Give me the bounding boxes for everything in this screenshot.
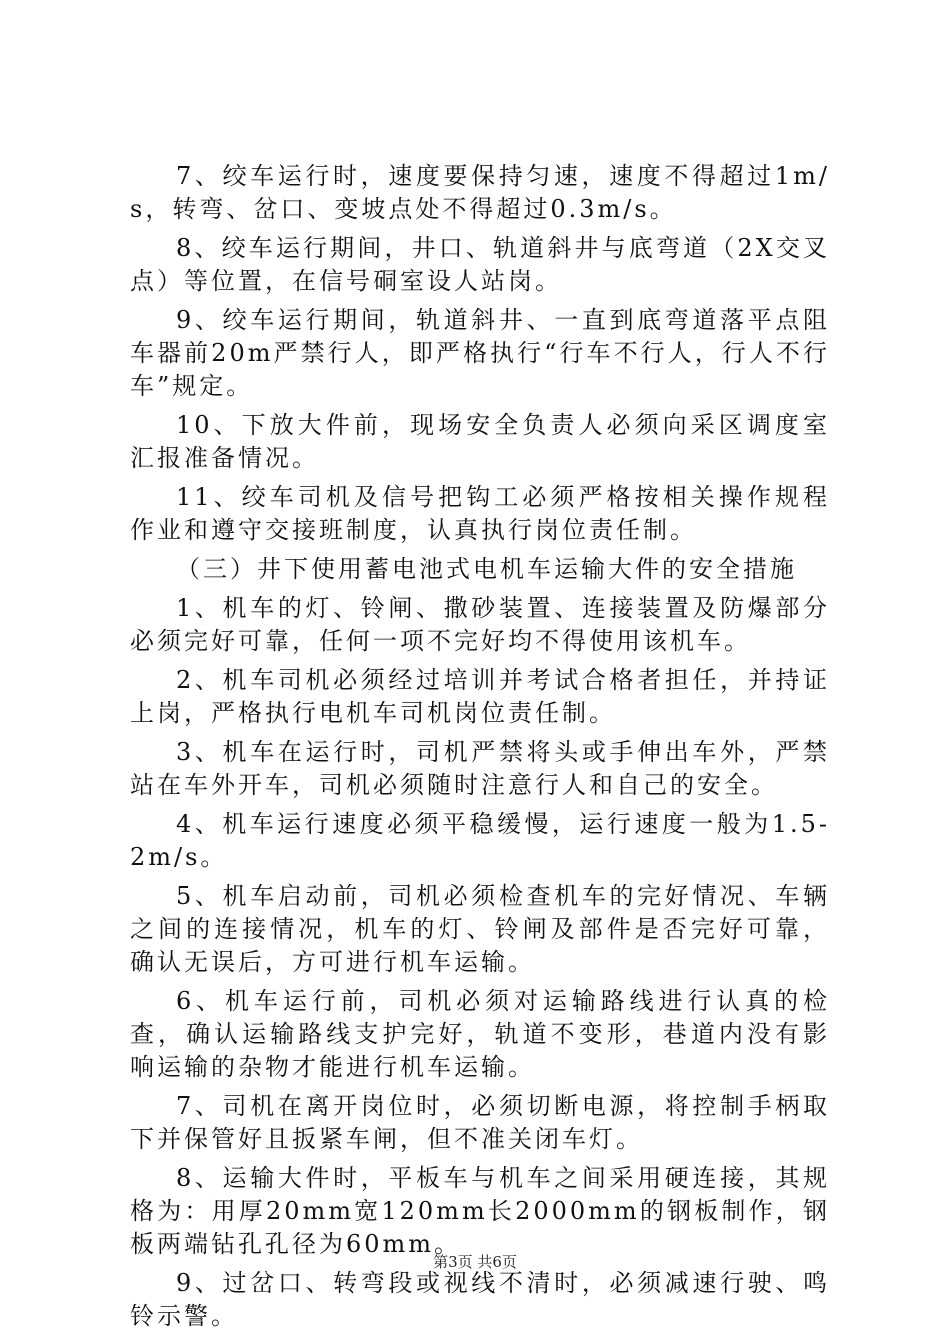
paragraph-7-winch-speed: 7、绞车运行时，速度要保持匀速，速度不得超过1m/s，转弯、岔口、变坡点处不得超过0.3m/s。 — [130, 162, 830, 223]
paragraph-8-hard-connection: 8、运输大件时，平板车与机车之间采用硬连接，其规格为：用厚20mm宽120mm长2000mm的钢板制作，钢板两端钻孔孔径为60mm。 — [130, 1164, 830, 1258]
paragraph-6-route-check: 6、机车运行前，司机必须对运输路线进行认真的检查，确认运输路线支护完好，轨道不变形，巷道内没有影响运输的杂物才能进行机车运输。 — [130, 987, 830, 1081]
paragraph-8-winch-guard: 8、绞车运行期间，井口、轨道斜井与底弯道（2X交叉点）等位置，在信号硐室设人站岗。 — [130, 234, 830, 295]
paragraph-4-speed: 4、机车运行速度必须平稳缓慢，运行速度一般为1.5-2m/s。 — [130, 810, 830, 871]
paragraph-5-pre-start-check: 5、机车启动前，司机必须检查机车的完好情况、车辆之间的连接情况，机车的灯、铃闸及部件是否完好可靠，确认无误后，方可进行机车运输。 — [130, 882, 830, 976]
document-body — [130, 160, 830, 1339]
paragraph-10-report: 10、下放大件前，现场安全负责人必须向采区调度室汇报准备情况。 — [130, 411, 830, 472]
paragraph-11-operators: 11、绞车司机及信号把钩工必须严格按相关操作规程作业和遵守交接班制度，认真执行岗位责任制。 — [130, 483, 830, 544]
paragraph-3-driver-safety: 3、机车在运行时，司机严禁将头或手伸出车外，严禁站在车外开车，司机必须随时注意行人和自己的安全。 — [130, 738, 830, 799]
paragraph-1-locomotive-equipment: 1、机车的灯、铃闸、撒砂装置、连接装置及防爆部分必须完好可靠，任何一项不完好均不得使用该机车。 — [130, 594, 830, 655]
paragraph-9-slow-down: 9、过岔口、转弯段或视线不清时，必须减速行驶、鸣铃示警。 — [130, 1269, 830, 1330]
paragraph-2-driver-training: 2、机车司机必须经过培训并考试合格者担任，并持证上岗，严格执行电机车司机岗位责任制。 — [130, 666, 830, 727]
page-number-footer: 第3页 共6页 — [433, 1253, 517, 1271]
section-heading-battery-locomotive: （三）井下使用蓄电池式电机车运输大件的安全措施 — [176, 555, 797, 583]
paragraph-7-leaving-post: 7、司机在离开岗位时，必须切断电源，将控制手柄取下并保管好且扳紧车闸，但不准关闭车灯。 — [130, 1092, 830, 1153]
paragraph-9-no-pedestrians: 9、绞车运行期间，轨道斜井、一直到底弯道落平点阻车器前20m严禁行人，即严格执行“行车不行人，行人不行车”规定。 — [130, 306, 830, 400]
